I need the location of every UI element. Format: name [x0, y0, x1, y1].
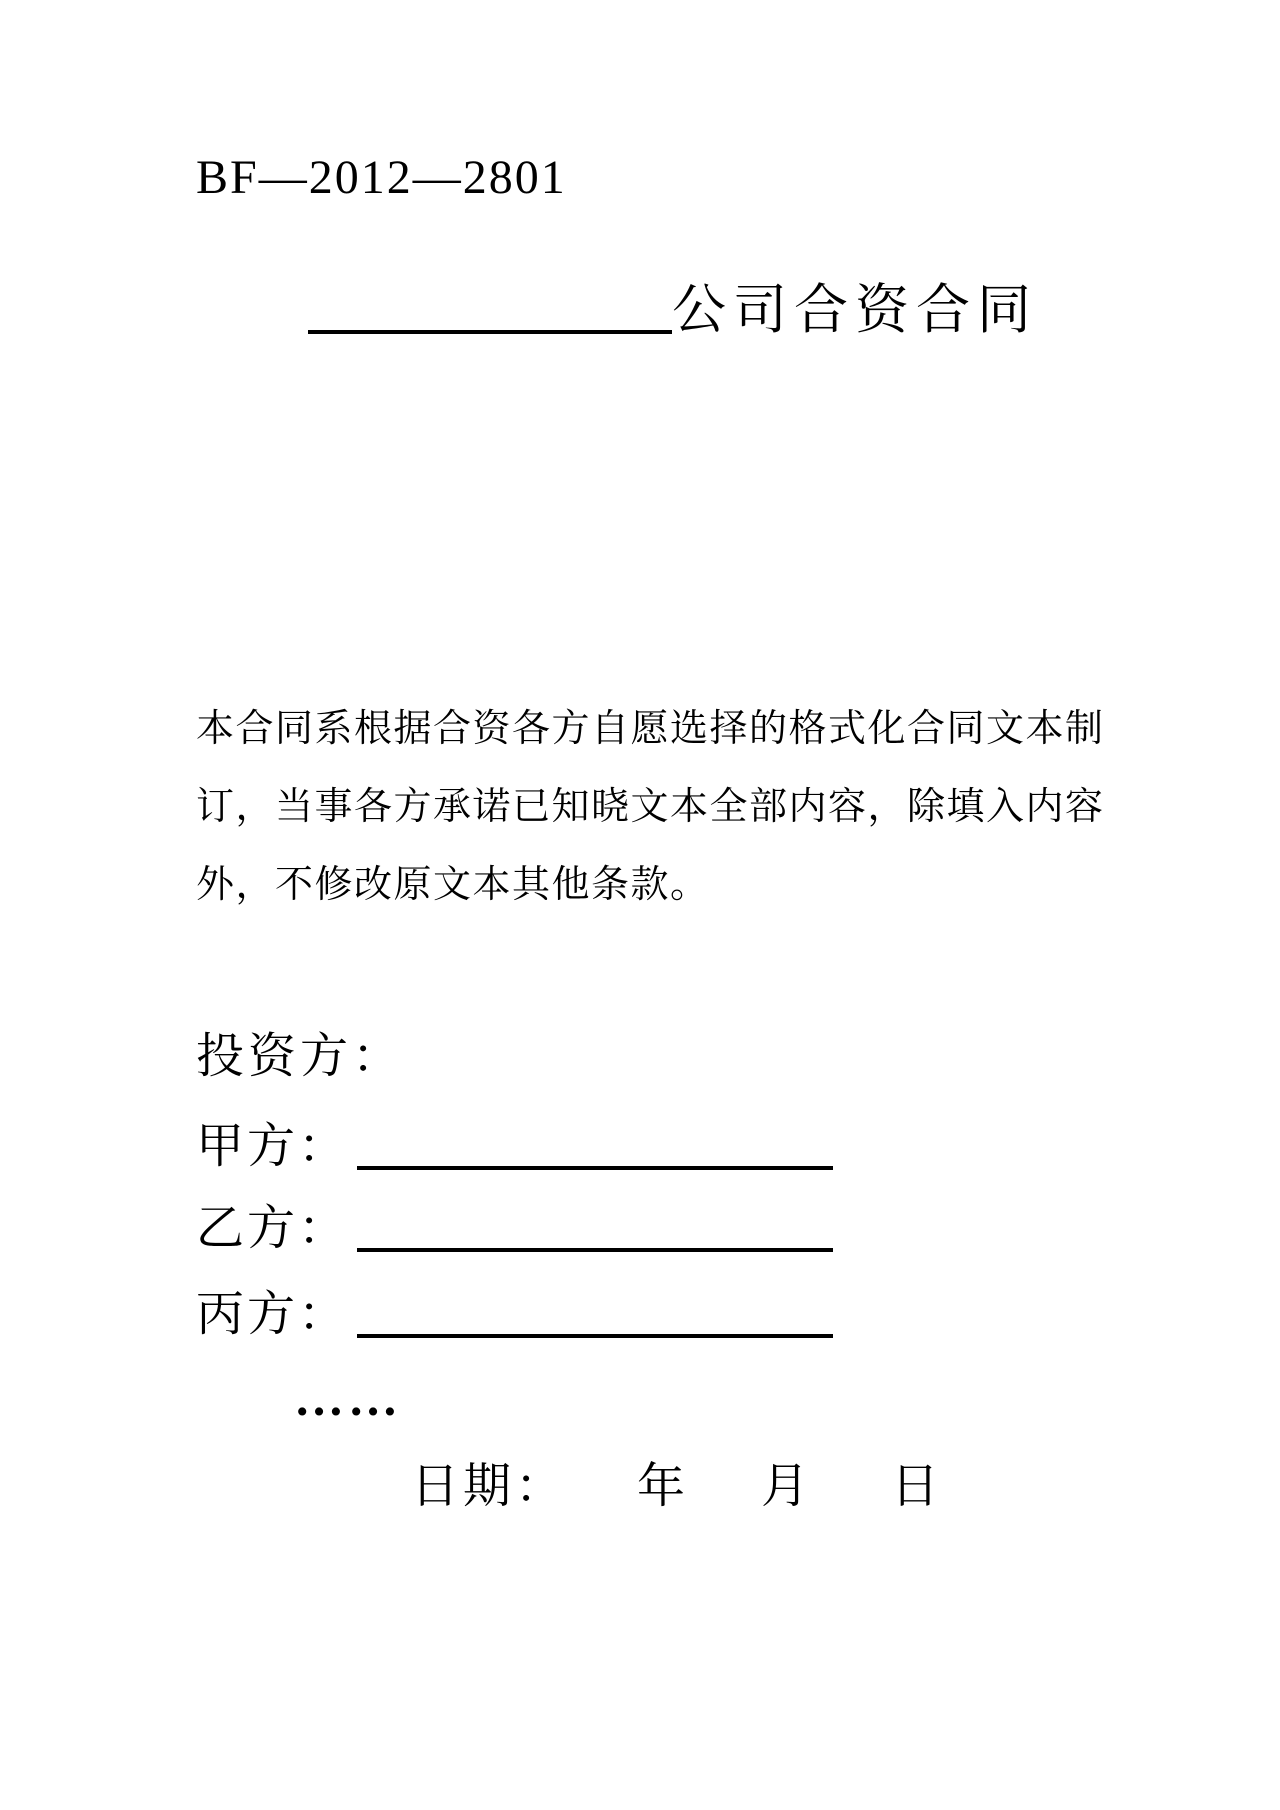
party-b-row	[196, 1200, 833, 1258]
title-row	[308, 278, 1038, 343]
page-title: 公司合资合同	[672, 280, 1038, 340]
notice-paragraph	[196, 690, 1111, 924]
notice-line: 订，当事各方承诺已知晓文本全部内容，除填入内容	[196, 786, 1105, 828]
date-row	[411, 1458, 943, 1516]
date-day-label: 日	[891, 1460, 944, 1513]
date-month-label: 月	[761, 1460, 814, 1513]
more-parties-ellipsis: ……	[294, 1370, 402, 1426]
party-a-row	[196, 1118, 833, 1176]
date-label: 日期：	[411, 1460, 568, 1513]
party-c-name-blank[interactable]	[357, 1334, 833, 1338]
party-b-name-blank[interactable]	[357, 1248, 833, 1252]
investors-label: 投资方：	[196, 1030, 405, 1083]
party-a-label: 甲方：	[196, 1120, 350, 1173]
date-year-label: 年	[637, 1460, 690, 1513]
party-c-label: 丙方：	[196, 1288, 350, 1341]
notice-line: 本合同系根据合资各方自愿选择的格式化合同文本制	[196, 708, 1105, 750]
party-b-label: 乙方：	[196, 1202, 350, 1255]
party-a-name-blank[interactable]	[357, 1166, 833, 1170]
notice-line: 外，不修改原文本其他条款。	[196, 864, 710, 906]
party-c-row	[196, 1286, 833, 1344]
document-code: BF—2012—2801	[196, 151, 567, 204]
company-name-blank[interactable]	[308, 330, 672, 334]
